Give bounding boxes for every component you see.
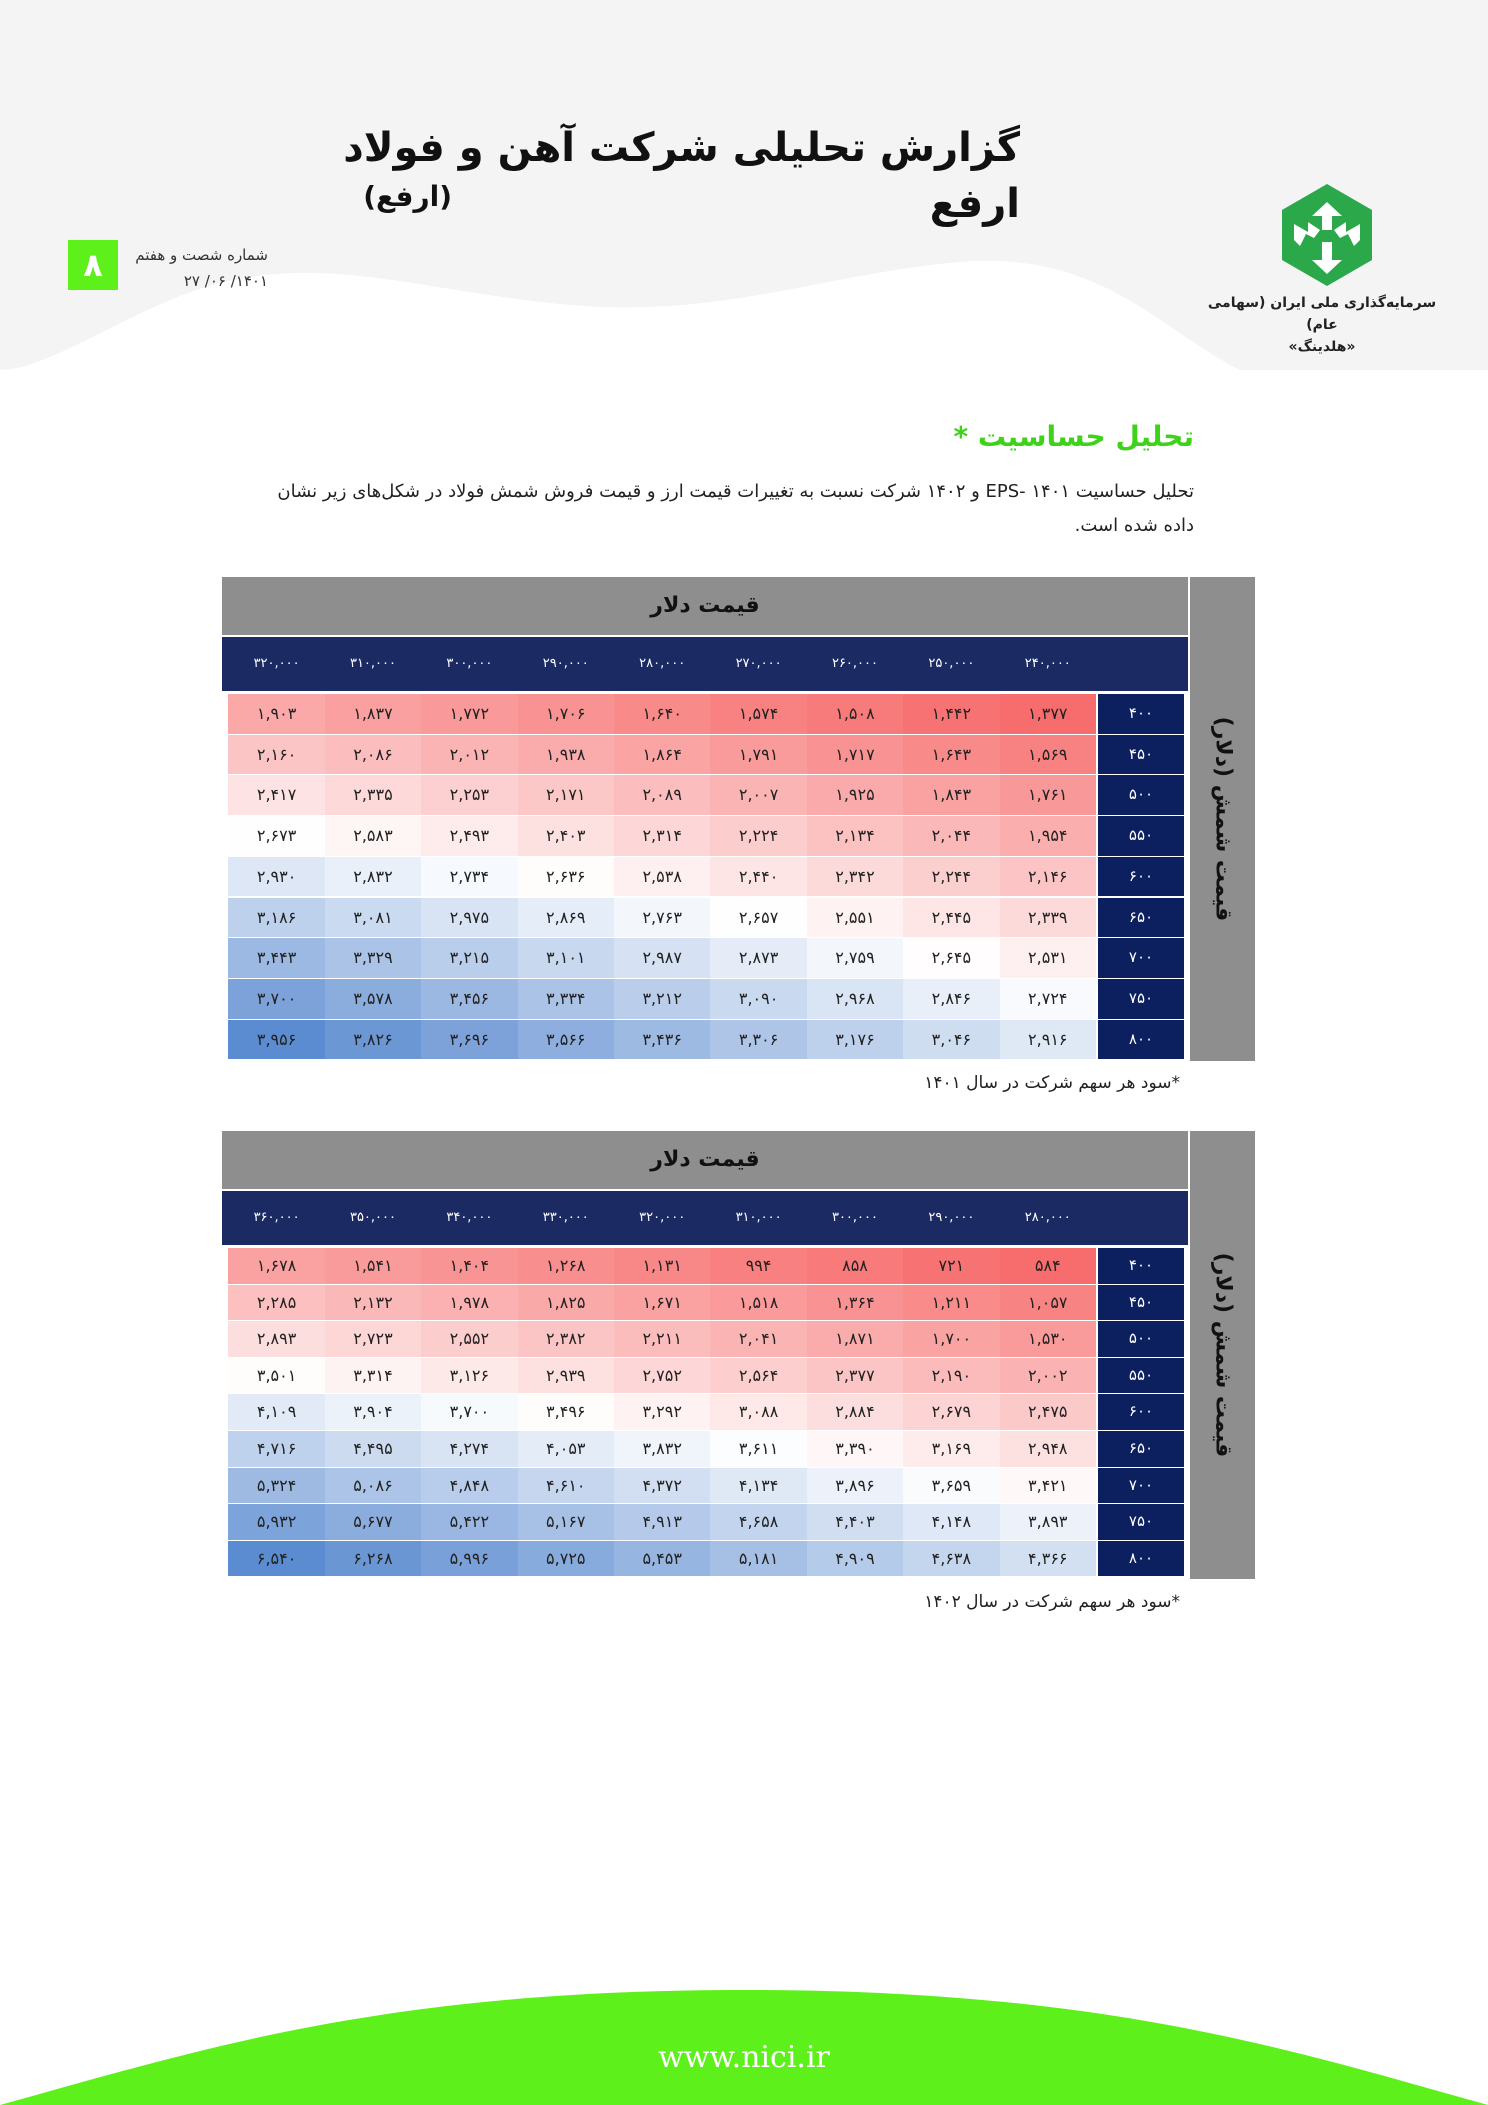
table-side-header-text: قیمت شمش (دلار): [1210, 1252, 1235, 1458]
table-value-cell: ۲,۳۷۷: [807, 1358, 903, 1394]
row-label-cell: ۷۰۰: [1098, 1468, 1184, 1504]
organization-name: [1200, 292, 1444, 358]
table-value-cell: ۵,۹۹۶: [421, 1541, 517, 1577]
table-top-header: قیمت دلار: [222, 577, 1188, 635]
table-value-cell: ۲,۸۷۳: [710, 938, 806, 978]
table-value-cell: ۱,۹۷۸: [421, 1285, 517, 1321]
table-value-cell: ۱,۳۶۴: [807, 1285, 903, 1321]
table-value-cell: ۳,۵۶۶: [518, 1020, 614, 1060]
table-value-cell: ۱,۷۱۷: [807, 735, 903, 775]
table-value-cell: ۳,۲۹۲: [614, 1394, 710, 1430]
table-value-cell: ۴,۸۴۸: [421, 1468, 517, 1504]
table-value-cell: ۱,۹۵۴: [1000, 816, 1096, 856]
table-value-cell: ۲,۳۱۴: [614, 816, 710, 856]
column-header-cell: ۳۱۰,۰۰۰: [735, 1210, 782, 1225]
table-value-cell: ۲,۱۳۴: [807, 816, 903, 856]
table-value-cell: ۲,۳۳۹: [1000, 898, 1096, 938]
table-value-cell: ۳,۸۹۳: [1000, 1504, 1096, 1540]
table-value-cell: ۳,۳۲۹: [325, 938, 421, 978]
table-value-cell: ۲,۷۲۴: [1000, 979, 1096, 1019]
table-value-cell: ۲,۹۴۸: [1000, 1431, 1096, 1467]
table-value-cell: ۳,۴۹۶: [518, 1394, 614, 1430]
table-value-cell: ۳,۴۳۶: [614, 1020, 710, 1060]
table-value-cell: ۲,۰۱۲: [421, 735, 517, 775]
table-value-cell: ۴,۲۷۴: [421, 1431, 517, 1467]
table-value-cell: ۳,۱۷۶: [807, 1020, 903, 1060]
table-value-cell: ۳,۵۰۱: [228, 1358, 324, 1394]
table-value-cell: ۴,۱۴۸: [903, 1504, 999, 1540]
table-value-cell: ۵,۴۲۲: [421, 1504, 517, 1540]
table-value-cell: ۲,۳۸۲: [518, 1321, 614, 1357]
table-value-cell: ۴,۶۱۰: [518, 1468, 614, 1504]
table-value-cell: ۱,۷۰۰: [903, 1321, 999, 1357]
organization-name-line2: «هلدینگ»: [1288, 339, 1356, 355]
table-value-cell: ۱,۶۷۸: [228, 1248, 324, 1284]
table-value-cell: ۱,۹۲۵: [807, 775, 903, 815]
table-value-cell: ۶,۵۴۰: [228, 1541, 324, 1577]
table-value-cell: ۱,۶۴۳: [903, 735, 999, 775]
table-value-cell: ۱,۷۷۲: [421, 694, 517, 734]
table-value-cell: ۱,۸۶۴: [614, 735, 710, 775]
table-value-cell: ۲,۵۳۸: [614, 857, 710, 897]
column-header-cell: ۳۵۰,۰۰۰: [349, 1210, 396, 1225]
table-value-cell: ۲,۶۷۳: [228, 816, 324, 856]
table-value-cell: ۲,۹۸۷: [614, 938, 710, 978]
table-footnote-1402: *سود هر سهم شرکت در سال ۱۴۰۲: [924, 1592, 1180, 1612]
table-value-cell: ۱,۸۷۱: [807, 1321, 903, 1357]
table-value-cell: ۲,۶۴۵: [903, 938, 999, 978]
table-value-cell: ۲,۰۴۱: [710, 1321, 806, 1357]
table-value-cell: ۳,۹۰۴: [325, 1394, 421, 1430]
page-number-badge: ۸: [68, 240, 118, 290]
table-value-cell: ۲,۸۹۳: [228, 1321, 324, 1357]
table-value-cell: ۵,۱۶۷: [518, 1504, 614, 1540]
report-title: گزارش تحلیلی شرکت آهن و فولاد ارفع: [343, 125, 1020, 227]
table-value-cell: ۲,۴۹۳: [421, 816, 517, 856]
row-label-cell: ۶۵۰: [1098, 1431, 1184, 1467]
table-value-cell: ۱,۴۰۴: [421, 1248, 517, 1284]
table-value-cell: ۱,۹۳۸: [518, 735, 614, 775]
row-label-cell: ۸۰۰: [1098, 1020, 1184, 1060]
table-value-cell: ۳,۷۰۰: [228, 979, 324, 1019]
row-label-cell: ۶۰۰: [1098, 857, 1184, 897]
table-value-cell: ۱,۸۲۵: [518, 1285, 614, 1321]
table-value-cell: ۲,۰۰۷: [710, 775, 806, 815]
issue-date: ۱۴۰۱/ ۰۶/ ۲۷: [183, 272, 268, 290]
table-value-cell: ۱,۲۶۸: [518, 1248, 614, 1284]
section-intro: تحلیل حساسیت EPS- ۱۴۰۱ و ۱۴۰۲ شرکت نسبت به تغییرات قیمت ارز و قیمت فروش شمش فولاد در شکل‌های زیر نشان داده شده است.: [277, 481, 1194, 536]
table-value-cell: ۴,۹۱۳: [614, 1504, 710, 1540]
table-value-cell: ۲,۱۳۲: [325, 1285, 421, 1321]
issue-info: [128, 242, 268, 294]
table-value-cell: ۲,۵۳۱: [1000, 938, 1096, 978]
table-value-cell: ۱,۵۱۸: [710, 1285, 806, 1321]
table-value-cell: ۲,۴۴۰: [710, 857, 806, 897]
table-value-cell: ۲,۲۵۳: [421, 775, 517, 815]
table-value-cell: ۳,۸۹۶: [807, 1468, 903, 1504]
table-value-cell: ۲,۱۶۰: [228, 735, 324, 775]
table-value-cell: ۲,۰۸۶: [325, 735, 421, 775]
table-value-cell: ۴,۶۵۸: [710, 1504, 806, 1540]
table-value-cell: ۲,۳۴۲: [807, 857, 903, 897]
sensitivity-table-1401: [222, 577, 1255, 1061]
table-value-cell: ۵۸۴: [1000, 1248, 1096, 1284]
table-value-cell: ۳,۸۳۲: [614, 1431, 710, 1467]
table-value-cell: ۴,۳۷۲: [614, 1468, 710, 1504]
column-header-cell: ۳۲۰,۰۰۰: [639, 1210, 686, 1225]
table-value-cell: ۲,۶۳۶: [518, 857, 614, 897]
column-header-cell: ۳۱۰,۰۰۰: [349, 656, 396, 671]
table-value-cell: ۸۵۸: [807, 1248, 903, 1284]
table-value-cell: ۳,۳۰۶: [710, 1020, 806, 1060]
table-value-cell: ۲,۳۳۵: [325, 775, 421, 815]
row-label-cell: ۶۰۰: [1098, 1394, 1184, 1430]
table-value-cell: ۲,۲۴۴: [903, 857, 999, 897]
table-value-cell: ۲,۶۵۷: [710, 898, 806, 938]
table-value-cell: ۱,۵۳۰: [1000, 1321, 1096, 1357]
table-value-cell: ۹۹۴: [710, 1248, 806, 1284]
organization-name-line1: سرمایه‌گذاری ملی ایران (سهامی عام): [1207, 295, 1437, 333]
row-label-cell: ۷۵۰: [1098, 1504, 1184, 1540]
table-value-cell: ۱,۵۷۴: [710, 694, 806, 734]
table-side-header-text: قیمت شمش (دلار): [1210, 716, 1235, 922]
table-column-header-row: [222, 637, 1188, 691]
footer-wave: [0, 1930, 1488, 2105]
column-header-cell: ۳۶۰,۰۰۰: [253, 1210, 300, 1225]
table-value-cell: ۳,۶۵۹: [903, 1468, 999, 1504]
table-value-cell: ۲,۹۱۶: [1000, 1020, 1096, 1060]
table-value-cell: ۱,۸۳۷: [325, 694, 421, 734]
table-value-cell: ۵,۳۲۴: [228, 1468, 324, 1504]
table-value-cell: ۲,۲۱۱: [614, 1321, 710, 1357]
table-value-cell: ۲,۵۸۳: [325, 816, 421, 856]
column-header-cell: ۲۵۰,۰۰۰: [928, 656, 975, 671]
table-value-cell: ۵,۴۵۳: [614, 1541, 710, 1577]
row-label-cell: ۶۵۰: [1098, 898, 1184, 938]
column-header-cell: ۳۳۰,۰۰۰: [542, 1210, 589, 1225]
table-value-cell: ۳,۳۱۴: [325, 1358, 421, 1394]
column-header-cell: ۲۷۰,۰۰۰: [735, 656, 782, 671]
column-header-cell: ۲۸۰,۰۰۰: [1024, 1210, 1071, 1225]
table-value-cell: ۲,۷۲۳: [325, 1321, 421, 1357]
table-value-cell: ۳,۳۳۴: [518, 979, 614, 1019]
table-top-header: قیمت دلار: [222, 1131, 1188, 1189]
table-footnote-1401: *سود هر سهم شرکت در سال ۱۴۰۱: [924, 1073, 1180, 1093]
table-value-cell: ۲,۹۳۰: [228, 857, 324, 897]
section-title: تحلیل حساسیت *: [953, 420, 1194, 453]
table-value-cell: ۲,۷۶۳: [614, 898, 710, 938]
table-value-cell: ۲,۴۷۵: [1000, 1394, 1096, 1430]
issue-label: شماره شصت و هفتم: [135, 246, 268, 264]
website-link[interactable]: www.nici.ir: [658, 2040, 830, 2075]
row-label-cell: ۵۵۰: [1098, 816, 1184, 856]
table-value-cell: ۱,۵۰۸: [807, 694, 903, 734]
column-header-cell: ۳۰۰,۰۰۰: [446, 656, 493, 671]
table-value-cell: ۳,۱۶۹: [903, 1431, 999, 1467]
column-header-cell: ۲۹۰,۰۰۰: [928, 1210, 975, 1225]
table-value-cell: ۵,۹۳۲: [228, 1504, 324, 1540]
table-value-cell: ۵,۶۷۷: [325, 1504, 421, 1540]
row-label-cell: ۴۰۰: [1098, 694, 1184, 734]
table-value-cell: ۲,۴۴۵: [903, 898, 999, 938]
row-label-cell: ۴۰۰: [1098, 1248, 1184, 1284]
table-value-cell: ۳,۱۸۶: [228, 898, 324, 938]
table-value-cell: ۲,۵۶۴: [710, 1358, 806, 1394]
table-value-cell: ۱,۹۰۳: [228, 694, 324, 734]
row-label-cell: ۴۵۰: [1098, 735, 1184, 775]
table-value-cell: ۳,۰۸۸: [710, 1394, 806, 1430]
table-value-cell: ۷۲۱: [903, 1248, 999, 1284]
table-value-cell: ۲,۷۵۲: [614, 1358, 710, 1394]
table-value-cell: ۳,۰۸۱: [325, 898, 421, 938]
table-value-cell: ۲,۸۸۴: [807, 1394, 903, 1430]
table-value-cell: ۳,۲۱۵: [421, 938, 517, 978]
table-value-cell: ۵,۷۲۵: [518, 1541, 614, 1577]
table-value-cell: ۲,۹۷۵: [421, 898, 517, 938]
table-value-cell: ۲,۱۴۶: [1000, 857, 1096, 897]
column-header-cell: ۲۴۰,۰۰۰: [1024, 656, 1071, 671]
table-value-cell: ۲,۱۷۱: [518, 775, 614, 815]
table-value-cell: ۴,۱۳۴: [710, 1468, 806, 1504]
table-value-cell: ۱,۲۱۱: [903, 1285, 999, 1321]
report-subtitle: (ارفع): [363, 180, 452, 213]
table-value-cell: ۳,۶۹۶: [421, 1020, 517, 1060]
table-value-cell: ۱,۰۵۷: [1000, 1285, 1096, 1321]
row-label-cell: ۷۵۰: [1098, 979, 1184, 1019]
table-value-cell: ۲,۷۵۹: [807, 938, 903, 978]
table-value-cell: ۴,۹۰۹: [807, 1541, 903, 1577]
table-value-cell: ۳,۰۹۰: [710, 979, 806, 1019]
sensitivity-table-1402: [222, 1131, 1255, 1579]
row-label-cell: ۵۰۰: [1098, 775, 1184, 815]
column-header-cell: ۳۴۰,۰۰۰: [446, 1210, 493, 1225]
column-header-cell: ۳۰۰,۰۰۰: [831, 1210, 878, 1225]
table-value-cell: ۲,۴۰۳: [518, 816, 614, 856]
table-value-cell: ۶,۲۶۸: [325, 1541, 421, 1577]
table-value-cell: ۴,۴۰۳: [807, 1504, 903, 1540]
table-value-cell: ۱,۶۴۰: [614, 694, 710, 734]
table-value-cell: ۱,۷۰۶: [518, 694, 614, 734]
table-value-cell: ۱,۳۷۷: [1000, 694, 1096, 734]
table-value-cell: ۲,۰۸۹: [614, 775, 710, 815]
table-value-cell: ۲,۴۱۷: [228, 775, 324, 815]
table-value-cell: ۳,۳۹۰: [807, 1431, 903, 1467]
table-column-header-row: [222, 1191, 1188, 1245]
table-value-cell: ۱,۵۶۹: [1000, 735, 1096, 775]
table-value-cell: ۲,۱۹۰: [903, 1358, 999, 1394]
row-label-cell: ۵۵۰: [1098, 1358, 1184, 1394]
table-value-cell: ۱,۶۷۱: [614, 1285, 710, 1321]
column-header-cell: ۲۶۰,۰۰۰: [831, 656, 878, 671]
table-value-cell: ۳,۶۱۱: [710, 1431, 806, 1467]
table-value-cell: ۵,۱۸۱: [710, 1541, 806, 1577]
table-value-cell: ۳,۴۴۳: [228, 938, 324, 978]
table-value-cell: ۵,۰۸۶: [325, 1468, 421, 1504]
table-value-cell: ۴,۴۹۵: [325, 1431, 421, 1467]
table-side-header: [1190, 577, 1255, 1061]
table-value-cell: ۴,۱۰۹: [228, 1394, 324, 1430]
table-value-cell: ۲,۵۵۱: [807, 898, 903, 938]
table-value-cell: ۳,۲۱۲: [614, 979, 710, 1019]
table-value-cell: ۳,۱۰۱: [518, 938, 614, 978]
table-value-cell: ۲,۰۴۴: [903, 816, 999, 856]
table-value-cell: ۳,۸۲۶: [325, 1020, 421, 1060]
column-header-cell: ۲۸۰,۰۰۰: [639, 656, 686, 671]
table-value-cell: ۲,۸۳۲: [325, 857, 421, 897]
row-label-cell: ۵۰۰: [1098, 1321, 1184, 1357]
table-value-cell: ۲,۰۰۲: [1000, 1358, 1096, 1394]
table-value-cell: ۱,۴۴۲: [903, 694, 999, 734]
column-header-cell: ۳۲۰,۰۰۰: [253, 656, 300, 671]
table-value-cell: ۳,۱۲۶: [421, 1358, 517, 1394]
table-value-cell: ۳,۹۵۶: [228, 1020, 324, 1060]
table-value-cell: ۴,۳۶۶: [1000, 1541, 1096, 1577]
row-label-cell: ۴۵۰: [1098, 1285, 1184, 1321]
table-value-cell: ۳,۰۴۶: [903, 1020, 999, 1060]
table-value-cell: ۴,۶۳۸: [903, 1541, 999, 1577]
row-label-cell: ۷۰۰: [1098, 938, 1184, 978]
table-value-cell: ۱,۵۴۱: [325, 1248, 421, 1284]
table-value-cell: ۱,۱۳۱: [614, 1248, 710, 1284]
table-value-cell: ۲,۷۳۴: [421, 857, 517, 897]
table-value-cell: ۲,۸۶۹: [518, 898, 614, 938]
table-value-cell: ۲,۹۳۹: [518, 1358, 614, 1394]
table-value-cell: ۲,۶۷۹: [903, 1394, 999, 1430]
column-header-cell: ۲۹۰,۰۰۰: [542, 656, 589, 671]
table-value-cell: ۲,۸۴۶: [903, 979, 999, 1019]
table-value-cell: ۳,۴۲۱: [1000, 1468, 1096, 1504]
table-value-cell: ۴,۷۱۶: [228, 1431, 324, 1467]
table-value-cell: ۴,۰۵۳: [518, 1431, 614, 1467]
table-side-header: [1190, 1131, 1255, 1579]
table-value-cell: ۲,۲۲۴: [710, 816, 806, 856]
table-value-cell: ۳,۴۵۶: [421, 979, 517, 1019]
company-logo-icon: [1272, 180, 1382, 290]
table-value-cell: ۲,۵۵۲: [421, 1321, 517, 1357]
table-value-cell: ۱,۷۹۱: [710, 735, 806, 775]
table-value-cell: ۱,۷۶۱: [1000, 775, 1096, 815]
table-value-cell: ۳,۵۷۸: [325, 979, 421, 1019]
table-value-cell: ۲,۲۸۵: [228, 1285, 324, 1321]
table-value-cell: ۳,۷۰۰: [421, 1394, 517, 1430]
table-value-cell: ۱,۸۴۳: [903, 775, 999, 815]
row-label-cell: ۸۰۰: [1098, 1541, 1184, 1577]
table-value-cell: ۲,۹۶۸: [807, 979, 903, 1019]
